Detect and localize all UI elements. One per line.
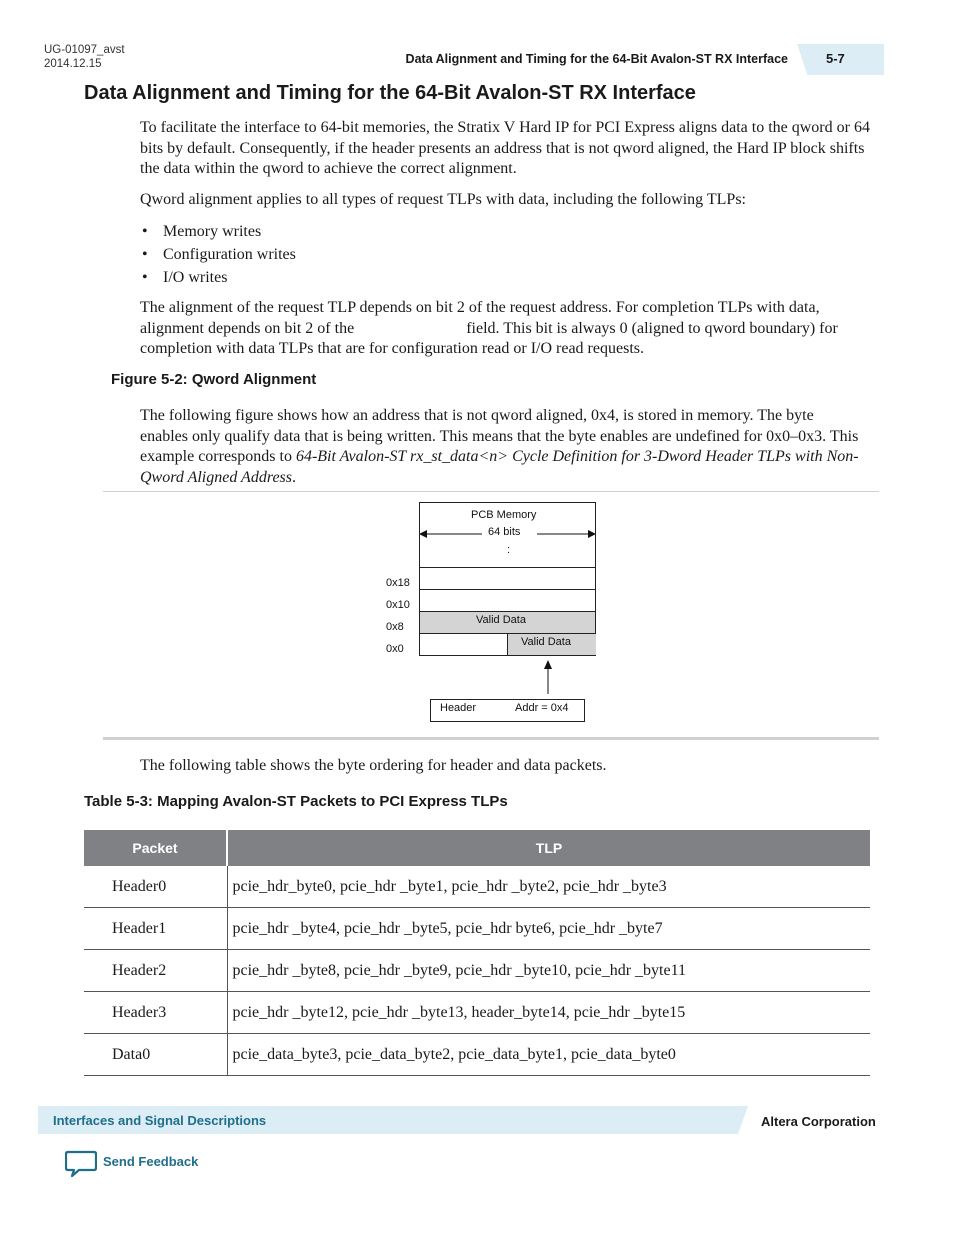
address-value-label: Addr = 0x4: [515, 702, 569, 714]
tlp-cell: pcie_hdr _byte4, pcie_hdr _byte5, pcie_hdr byte6, pcie_hdr _byte7: [227, 908, 870, 950]
tlp-cell: pcie_hdr _byte8, pcie_hdr _byte9, pcie_hdr _byte10, pcie_hdr _byte11: [227, 950, 870, 992]
address-label-0x10: 0x10: [386, 599, 410, 611]
width-arrow-icon: [419, 527, 596, 541]
list-item: • Configuration writes: [140, 243, 296, 266]
intro-paragraph: To facilitate the interface to 64-bit memories, the Stratix V Hard IP for PCI Express aligns data to the qword or 64 bits by default. Consequently, if the header presents an address that is not qword aligned, the Hard IP block shifts the data within the qword to achieve the correct alignment.: [140, 119, 870, 177]
document-id: UG-01097_avst: [44, 44, 125, 56]
table-row: [84, 1034, 870, 1076]
figure-intro-end: .: [292, 468, 297, 486]
packet-cell: Data0: [84, 1034, 227, 1076]
table-caption: Table 5-3: Mapping Avalon-ST Packets to PCI Express TLPs: [84, 793, 508, 810]
tlp-bullet-list: [140, 220, 296, 289]
list-item: • Memory writes: [140, 220, 296, 243]
packet-cell: Header0: [84, 866, 227, 908]
tlp-cell: pcie_hdr _byte12, pcie_hdr _byte13, header_byte14, pcie_hdr _byte15: [227, 992, 870, 1034]
figure-bottom-rule: [103, 737, 879, 740]
column-header-tlp: TLP: [227, 830, 870, 866]
table-row: [84, 908, 870, 950]
column-header-packet: Packet: [84, 830, 227, 866]
memory-row-0x18: [420, 567, 595, 589]
cross-reference-link[interactable]: 64-Bit Avalon-ST rx_st_data<n> Cycle Definition for 3-Dword Header TLPs with Non-Qword Aligned Address: [140, 448, 859, 486]
tlp-cell: pcie_data_byte3, pcie_data_byte2, pcie_data_byte1, pcie_data_byte0: [227, 1034, 870, 1076]
table-header-row: [84, 830, 870, 866]
section-title: Data Alignment and Timing for the 64-Bit Avalon-ST RX Interface: [84, 82, 696, 104]
up-arrow-icon: [541, 660, 555, 694]
list-item: • I/O writes: [140, 266, 296, 289]
table-intro-paragraph: The following table shows the byte ordering for header and data packets.: [140, 757, 607, 774]
alignment-paragraph: [140, 298, 872, 360]
packet-cell: Header2: [84, 950, 227, 992]
speech-bubble-icon[interactable]: [65, 1150, 97, 1178]
valid-data-upper-label: Valid Data: [476, 614, 526, 626]
tlp-cell: pcie_hdr_byte0, pcie_hdr _byte1, pcie_hdr _byte2, pcie_hdr _byte3: [227, 866, 870, 908]
send-feedback-link[interactable]: Send Feedback: [103, 1154, 199, 1169]
valid-data-lower-label: Valid Data: [521, 636, 571, 648]
document-id-block: [44, 43, 125, 71]
alignment-text-b: field. This bit is always 0 (aligned to qword boundary) for completion with data TLPs that are for configuration read or I/O read requests.: [140, 319, 838, 357]
packet-cell: Header3: [84, 992, 227, 1034]
qword-paragraph: Qword alignment applies to all types of request TLPs with data, including the following TLPs:: [140, 191, 746, 208]
figure-intro-text: The following figure shows how an address that is not qword aligned, 0x4, is stored in memory. The byte enables only qualify data that is being written. This means that the byte enables are undefined for 0x0–0x3. This example corresponds to: [140, 407, 859, 465]
memory-title: PCB Memory: [471, 509, 537, 521]
packet-cell: Header1: [84, 908, 227, 950]
figure-caption: Figure 5-2: Qword Alignment: [111, 371, 317, 388]
figure-intro-paragraph: [140, 406, 865, 488]
memory-ellipsis: :: [507, 544, 511, 556]
memory-row-0x10: [420, 589, 595, 611]
running-header-title: Data Alignment and Timing for the 64-Bit Avalon-ST RX Interface: [405, 52, 788, 66]
page-number: 5-7: [826, 51, 845, 66]
alignment-text-a: The alignment of the request TLP depends on bit 2 of the request address. For completion TLPs with data, alignment depends on bit 2 of the: [140, 299, 820, 337]
address-label-0x0: 0x0: [386, 643, 404, 655]
address-label-0x8: 0x8: [386, 621, 404, 633]
figure-top-rule: [103, 491, 879, 492]
table-row: [84, 950, 870, 992]
mapping-table: [84, 830, 870, 1076]
chapter-link[interactable]: Interfaces and Signal Descriptions: [53, 1113, 267, 1128]
document-date: 2014.12.15: [44, 58, 102, 70]
company-name: Altera Corporation: [761, 1114, 876, 1129]
table-row: [84, 866, 870, 908]
table-row: [84, 992, 870, 1034]
memory-width-label: 64 bits: [488, 526, 521, 538]
header-label: Header: [440, 702, 477, 714]
address-label-0x18: 0x18: [386, 577, 410, 589]
